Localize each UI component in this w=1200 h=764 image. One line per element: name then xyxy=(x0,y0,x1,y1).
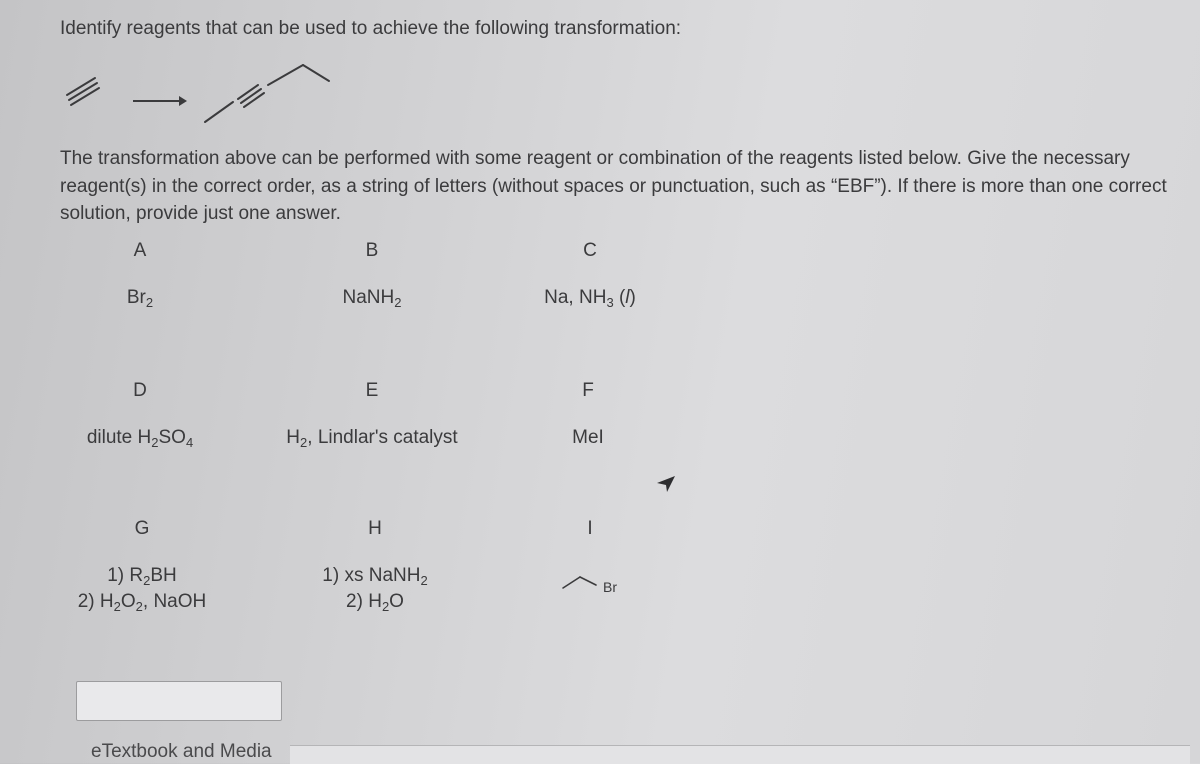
reagent-letter-f: F xyxy=(582,380,594,401)
ethyne-structure xyxy=(67,78,99,105)
question-text: Identify reagents that can be used to achieve the following transformation: xyxy=(60,18,682,39)
bottom-panel-edge xyxy=(290,745,1190,764)
reagent-letter-e: E xyxy=(365,380,379,401)
reagent-f: MeI xyxy=(572,427,604,448)
instructions-text: The transformation above can be performed with some reagent or combination of the reagents listed below. Give the necessary reagent(s) in the correct order, as a string of letters (without spaces or punctuation, such as “EBF”). If there is more than one correct solution, provide just one answer. xyxy=(60,148,1167,224)
butyne-structure xyxy=(205,65,329,122)
etextbook-link[interactable]: eTextbook and Media xyxy=(91,741,272,762)
reaction-arrow xyxy=(133,96,187,106)
reagent-letter-i: I xyxy=(587,518,593,539)
reagent-c: Na, $NH_3$ (l) xyxy=(544,287,636,310)
reagent-letter-a: A xyxy=(133,240,147,261)
reagent-letter-b: B xyxy=(365,240,379,261)
reagent-a: $Br_2$ xyxy=(126,287,154,310)
reagent-b: NaNH$_2$ xyxy=(342,287,402,310)
cursor-icon xyxy=(655,472,679,496)
reagent-g: 1) $R_2BH$ 2) $H_2O_2$, NaOH xyxy=(77,565,207,614)
reagent-letter-d: D xyxy=(133,380,147,401)
bromine-atom-label: Br xyxy=(603,579,617,595)
reagent-i-structure xyxy=(560,568,630,598)
reagent-letter-g: G xyxy=(134,518,150,539)
reagent-e: $H_2$, Lindlar's catalyst xyxy=(286,427,458,450)
reagent-letter-h: H xyxy=(368,518,382,539)
answer-input[interactable] xyxy=(76,681,282,721)
reagent-letter-c: C xyxy=(583,240,597,261)
reaction-scheme xyxy=(55,55,335,135)
reagent-d: dilute $H_2SO_4$ xyxy=(86,427,194,450)
reagent-h: 1) xs NaNH$_2$ 2) $H_2O$ xyxy=(322,565,428,614)
